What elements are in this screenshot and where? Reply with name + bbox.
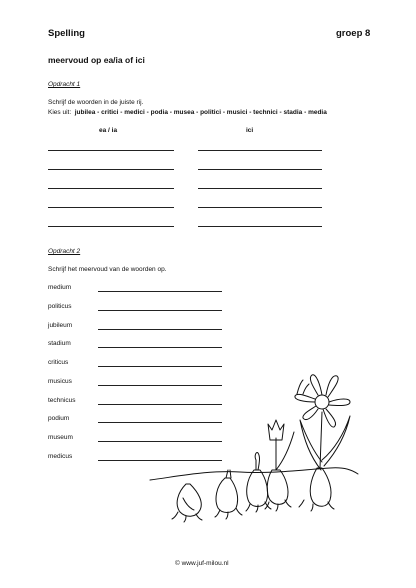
- opdracht-1-instruction: Schrijf de woorden in de juiste rij.: [48, 99, 144, 106]
- opdracht-2-title: Opdracht 2: [48, 248, 81, 255]
- word-label: technicus: [48, 397, 76, 404]
- word-label: jubileum: [48, 322, 73, 329]
- word-label: criticus: [48, 359, 69, 366]
- word-label: musicus: [48, 378, 72, 385]
- worksheet-subtitle: meervoud op ea/ia of ici: [48, 55, 145, 65]
- word-label: politicus: [48, 303, 72, 310]
- footer-copyright: © www.juf-milou.nl: [175, 560, 229, 567]
- column-header-ici: ici: [246, 127, 254, 134]
- word-bank-prefix: Kies uit:: [48, 109, 72, 116]
- word-bank-words: jubilea - critici - medici - podia - musea - politici - musici - technici - stadia - media: [74, 109, 327, 116]
- word-label: podium: [48, 415, 70, 422]
- opdracht-2-instruction: Schrijf het meervoud van de woorden op.: [48, 266, 167, 273]
- word-label: stadium: [48, 340, 71, 347]
- word-label: medium: [48, 284, 72, 291]
- worksheet-subject: Spelling: [48, 28, 85, 39]
- column-header-ea-ia: ea / ia: [99, 127, 118, 134]
- word-label: medicus: [48, 453, 73, 460]
- word-label: museum: [48, 434, 73, 441]
- worksheet-group: groep 8: [336, 28, 371, 39]
- opdracht-1-title: Opdracht 1: [48, 81, 81, 88]
